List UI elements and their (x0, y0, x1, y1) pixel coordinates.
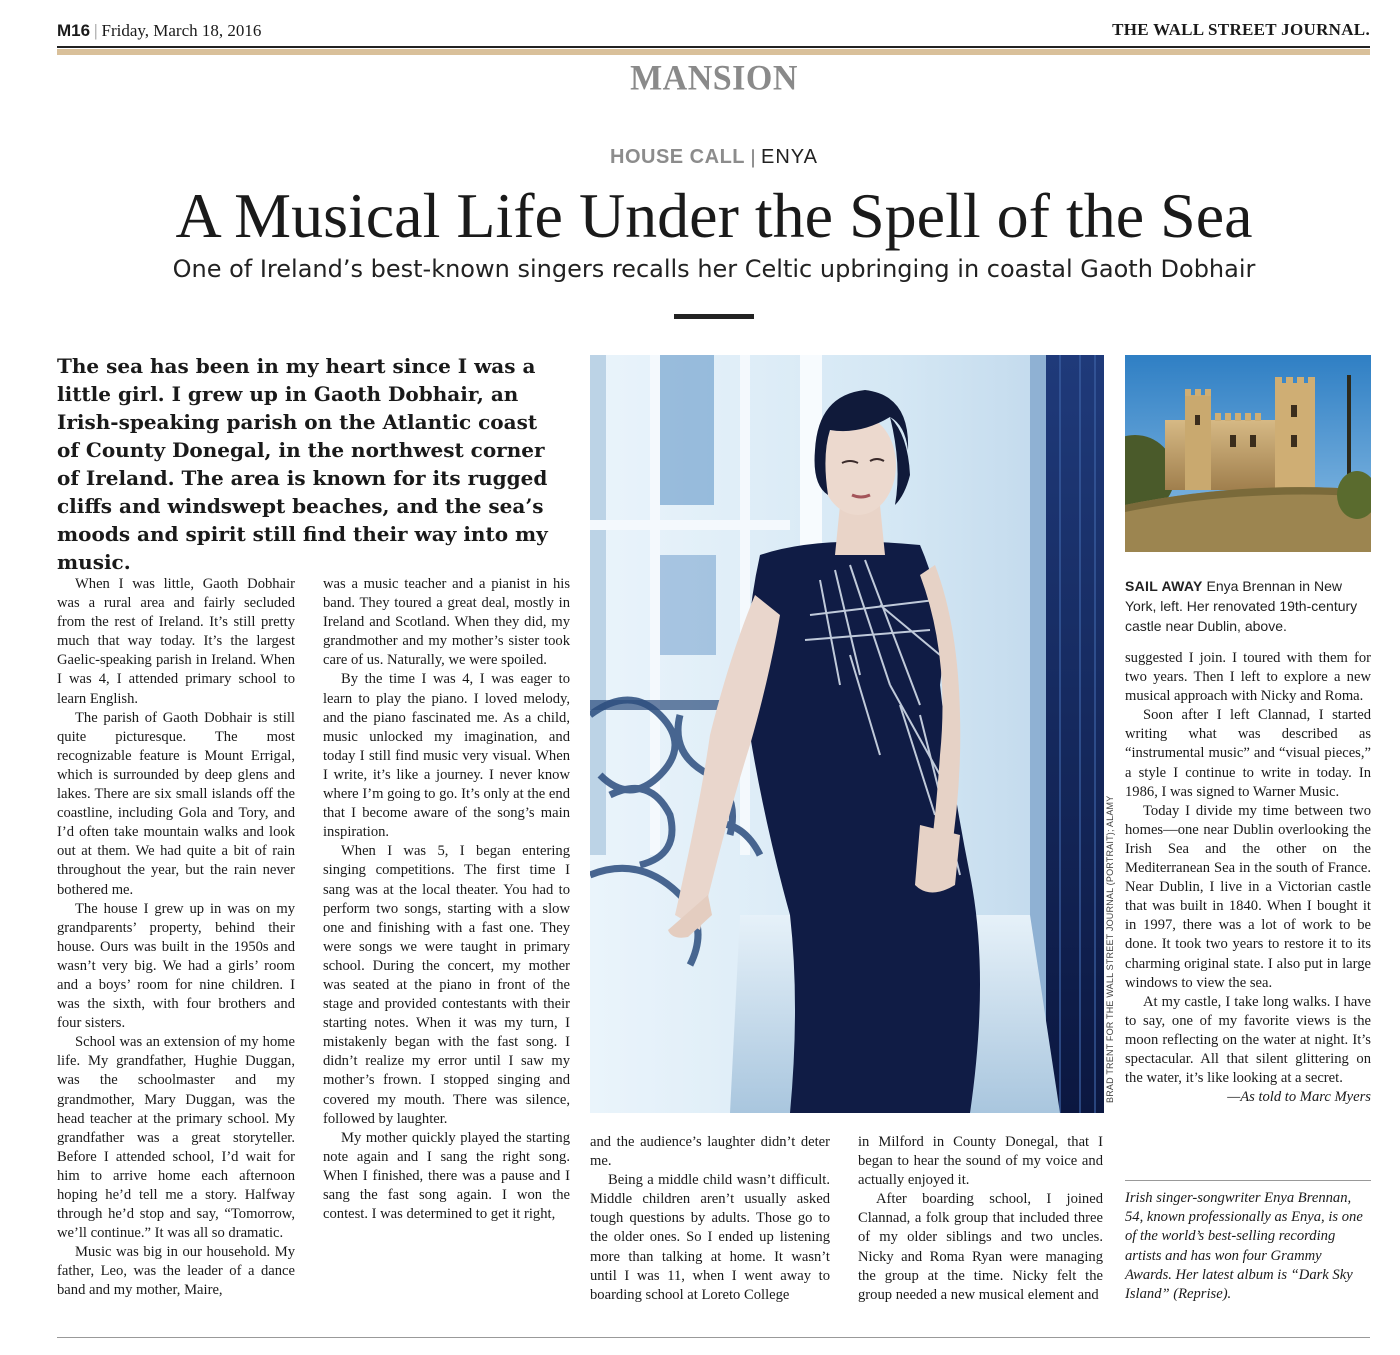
paragraph: At my castle, I take long walks. I have to say, one of my favorite views is the moon reflecting on the water at night. It’s spectacular. All that silent glittering on the water, it’s like looking at a secret. (1125, 993, 1371, 1087)
issue-date: Friday, March 18, 2016 (101, 21, 262, 40)
photo-caption (1125, 576, 1371, 636)
paragraph: School was an extension of my home life. My grandfather, Hughie Duggan, was the schoolmaster and my grandmother, Mary Duggan, was the head teacher at the primary school. My grandfather was a great storyteller. Before I attended school, I’d wait for him to arrive home each afternoon hoping he’d tell me a story. Halfway through he’d stop and say, “Tomorrow, we’ll continue.” It was all so dramatic. (57, 1034, 295, 1242)
paragraph: Soon after I left Clannad, I started writing what was described as “instrumental music” and “visual pieces,” a style I continue to write in today. In 1986, I was signed to Warner Music. (1125, 707, 1371, 800)
dek: One of Ireland’s best-known singers recalls her Celtic upbringing in coastal Gaoth Dobhair (172, 255, 1256, 283)
page-bottom-rule (57, 1337, 1370, 1338)
header-accent-bar (57, 49, 1370, 55)
kicker (0, 146, 1400, 169)
paragraph: The parish of Gaoth Dobhair is still quite picturesque. The most recognizable feature is Mount Errigal, which is surrounded by deep glens and lakes. There are six small islands off the coastline, including Gola and Tory, and I’d often take mountain walks and look out at them. We had quite a bit of rain throughout the year, but the rain never bothered me. (57, 709, 295, 898)
body-column-1 (57, 575, 295, 1301)
caption-label: SAIL AWAY (1125, 578, 1203, 594)
lead-text: The sea has been in my heart since I was a little girl. I grew up in Gaoth Dobhair, an Irish-speaking parish on the Atlantic coast of County Donegal, in the northwest corner of Ireland. The area is known for its rugged cliffs and windswept beaches, and the sea’s moods and spirit still find their way into my music. (57, 354, 548, 574)
signoff: —As told to Marc Myers (1227, 1089, 1371, 1106)
paragraph: By the time I was 4, I was eager to learn to play the piano. I loved melody, and the piano fascinated me. As a child, music unlocked my imagination, and today I still find music very visual. When I write, it’s like a journey. I never know where I’m going to go. It’s only at the end that I become aware of the song’s main inspiration. (323, 671, 570, 841)
publication-name: THE WALL STREET JOURNAL. (1112, 20, 1370, 39)
castle-illustration (1125, 355, 1371, 552)
paragraph: When I was 5, I began entering singing competitions. The first time I sang was at the local theater. You had to perform two songs, starting with a slow one and finishing with a fast one. They were songs we were taught in primary school. During the concert, my mother was seated at the piano in front of the stage and provided contestants with their starting notes. When it was my turn, I mistakenly began with the fast song. I didn’t realize my error until I saw my mother’s frown. I stopped singing and covered my mouth. There was silence, followed by laughter. (323, 843, 570, 1127)
paragraph: The house I grew up in was on my grandparents’ property, behind their house. Ours was built in the 1950s and wasn’t very big. We had a girls’ room and a boys’ room for nine children. I was the sixth, with four brothers and four sisters. (57, 900, 295, 1032)
bio-rule (1125, 1180, 1371, 1181)
author-bio: Irish singer-songwriter Enya Brennan, 54, known professionally as Enya, is one of the world’s best-selling recording artists and has won four Grammy Awards. Her latest album is “Dark Sky Island” (Reprise). (1125, 1190, 1363, 1303)
dek-rule (674, 314, 754, 319)
paragraph: My mother quickly played the starting note again and I sang the right song. When I finished, there was a pause and I sang the fast song again. I won the contest. I was determined to get it right, (323, 1129, 570, 1223)
kicker-column: HOUSE CALL (610, 146, 745, 168)
section-title: MANSION (630, 59, 798, 98)
headline: A Musical Life Under the Spell of the Sea (175, 180, 1253, 251)
paragraph: in Milford in County Donegal, that I began to hear the sound of my voice and actually enjoyed it. (858, 1134, 1103, 1189)
paragraph: was a music teacher and a pianist in his band. They toured a great deal, mostly in Ireland and Scotland. When they did, my grandmother and my mother’s sister took care of us. Naturally, we were spoiled. (323, 576, 570, 669)
photo-credit-text: BRAD TRENT FOR THE WALL STREET JOURNAL (PORTRAIT); ALAMY (1105, 795, 1115, 1103)
lead-paragraph (57, 352, 562, 576)
page-number: M16 (57, 21, 91, 40)
paragraph: and the audience’s laughter didn’t deter me. (590, 1134, 830, 1170)
paragraph: suggested I join. I toured with them for two years. Then I left to explore a new musical approach with Nicky and Roma. (1125, 650, 1371, 705)
paragraph: After boarding school, I joined Clannad, a folk group that included three of my older siblings and two uncles. Nicky and Roma Ryan were managing the group at the time. Nicky felt the group needed a new musical element and (858, 1191, 1103, 1303)
paragraph: Today I divide my time between two homes—one near Dublin overlooking the Irish Sea and the other on the Mediterranean Sea in the south of France. Near Dublin, I live in a Victorian castle that was built in 1840. When I bought it in 1997, there was a lot of work to be done. It took two years to restore it to its charming original state. I also put in large windows to view the sea. (1125, 802, 1371, 991)
page-header-left (57, 20, 261, 42)
body-column-3 (590, 1133, 830, 1305)
body-column-2 (323, 575, 570, 1224)
header-separator: | (94, 21, 98, 40)
portrait-photo (590, 355, 1104, 1113)
paragraph: When I was little, Gaoth Dobhair was a rural area and fairly secluded from the rest of Ireland. It’s still pretty much that way today. It’s the largest Gaelic-speaking parish in Ireland. When I was 4, I attended primary school to learn English. (57, 576, 295, 707)
portrait-illustration (590, 355, 1104, 1113)
caption-text: Enya Brennan in New York, left. Her renovated 19th-century castle near Dublin, above. (1125, 578, 1358, 634)
body-column-4 (858, 1133, 1103, 1305)
castle-photo (1125, 355, 1371, 552)
kicker-separator: | (751, 146, 756, 168)
kicker-subject: ENYA (761, 146, 818, 168)
header-rule (57, 46, 1370, 48)
paragraph: Being a middle child wasn’t difficult. Middle children aren’t usually asked tough questions by adults. Those go to the older ones. So I ended up listening more than talking at home. It wasn’t until I was 11, when I went away to boarding school at Loreto College (590, 1172, 830, 1303)
photo-credit (1105, 355, 1121, 1113)
paragraph: Music was big in our household. My father, Leo, was the leader of a dance band and my mother, Maire, (57, 1244, 295, 1299)
body-column-5 (1125, 649, 1371, 1107)
